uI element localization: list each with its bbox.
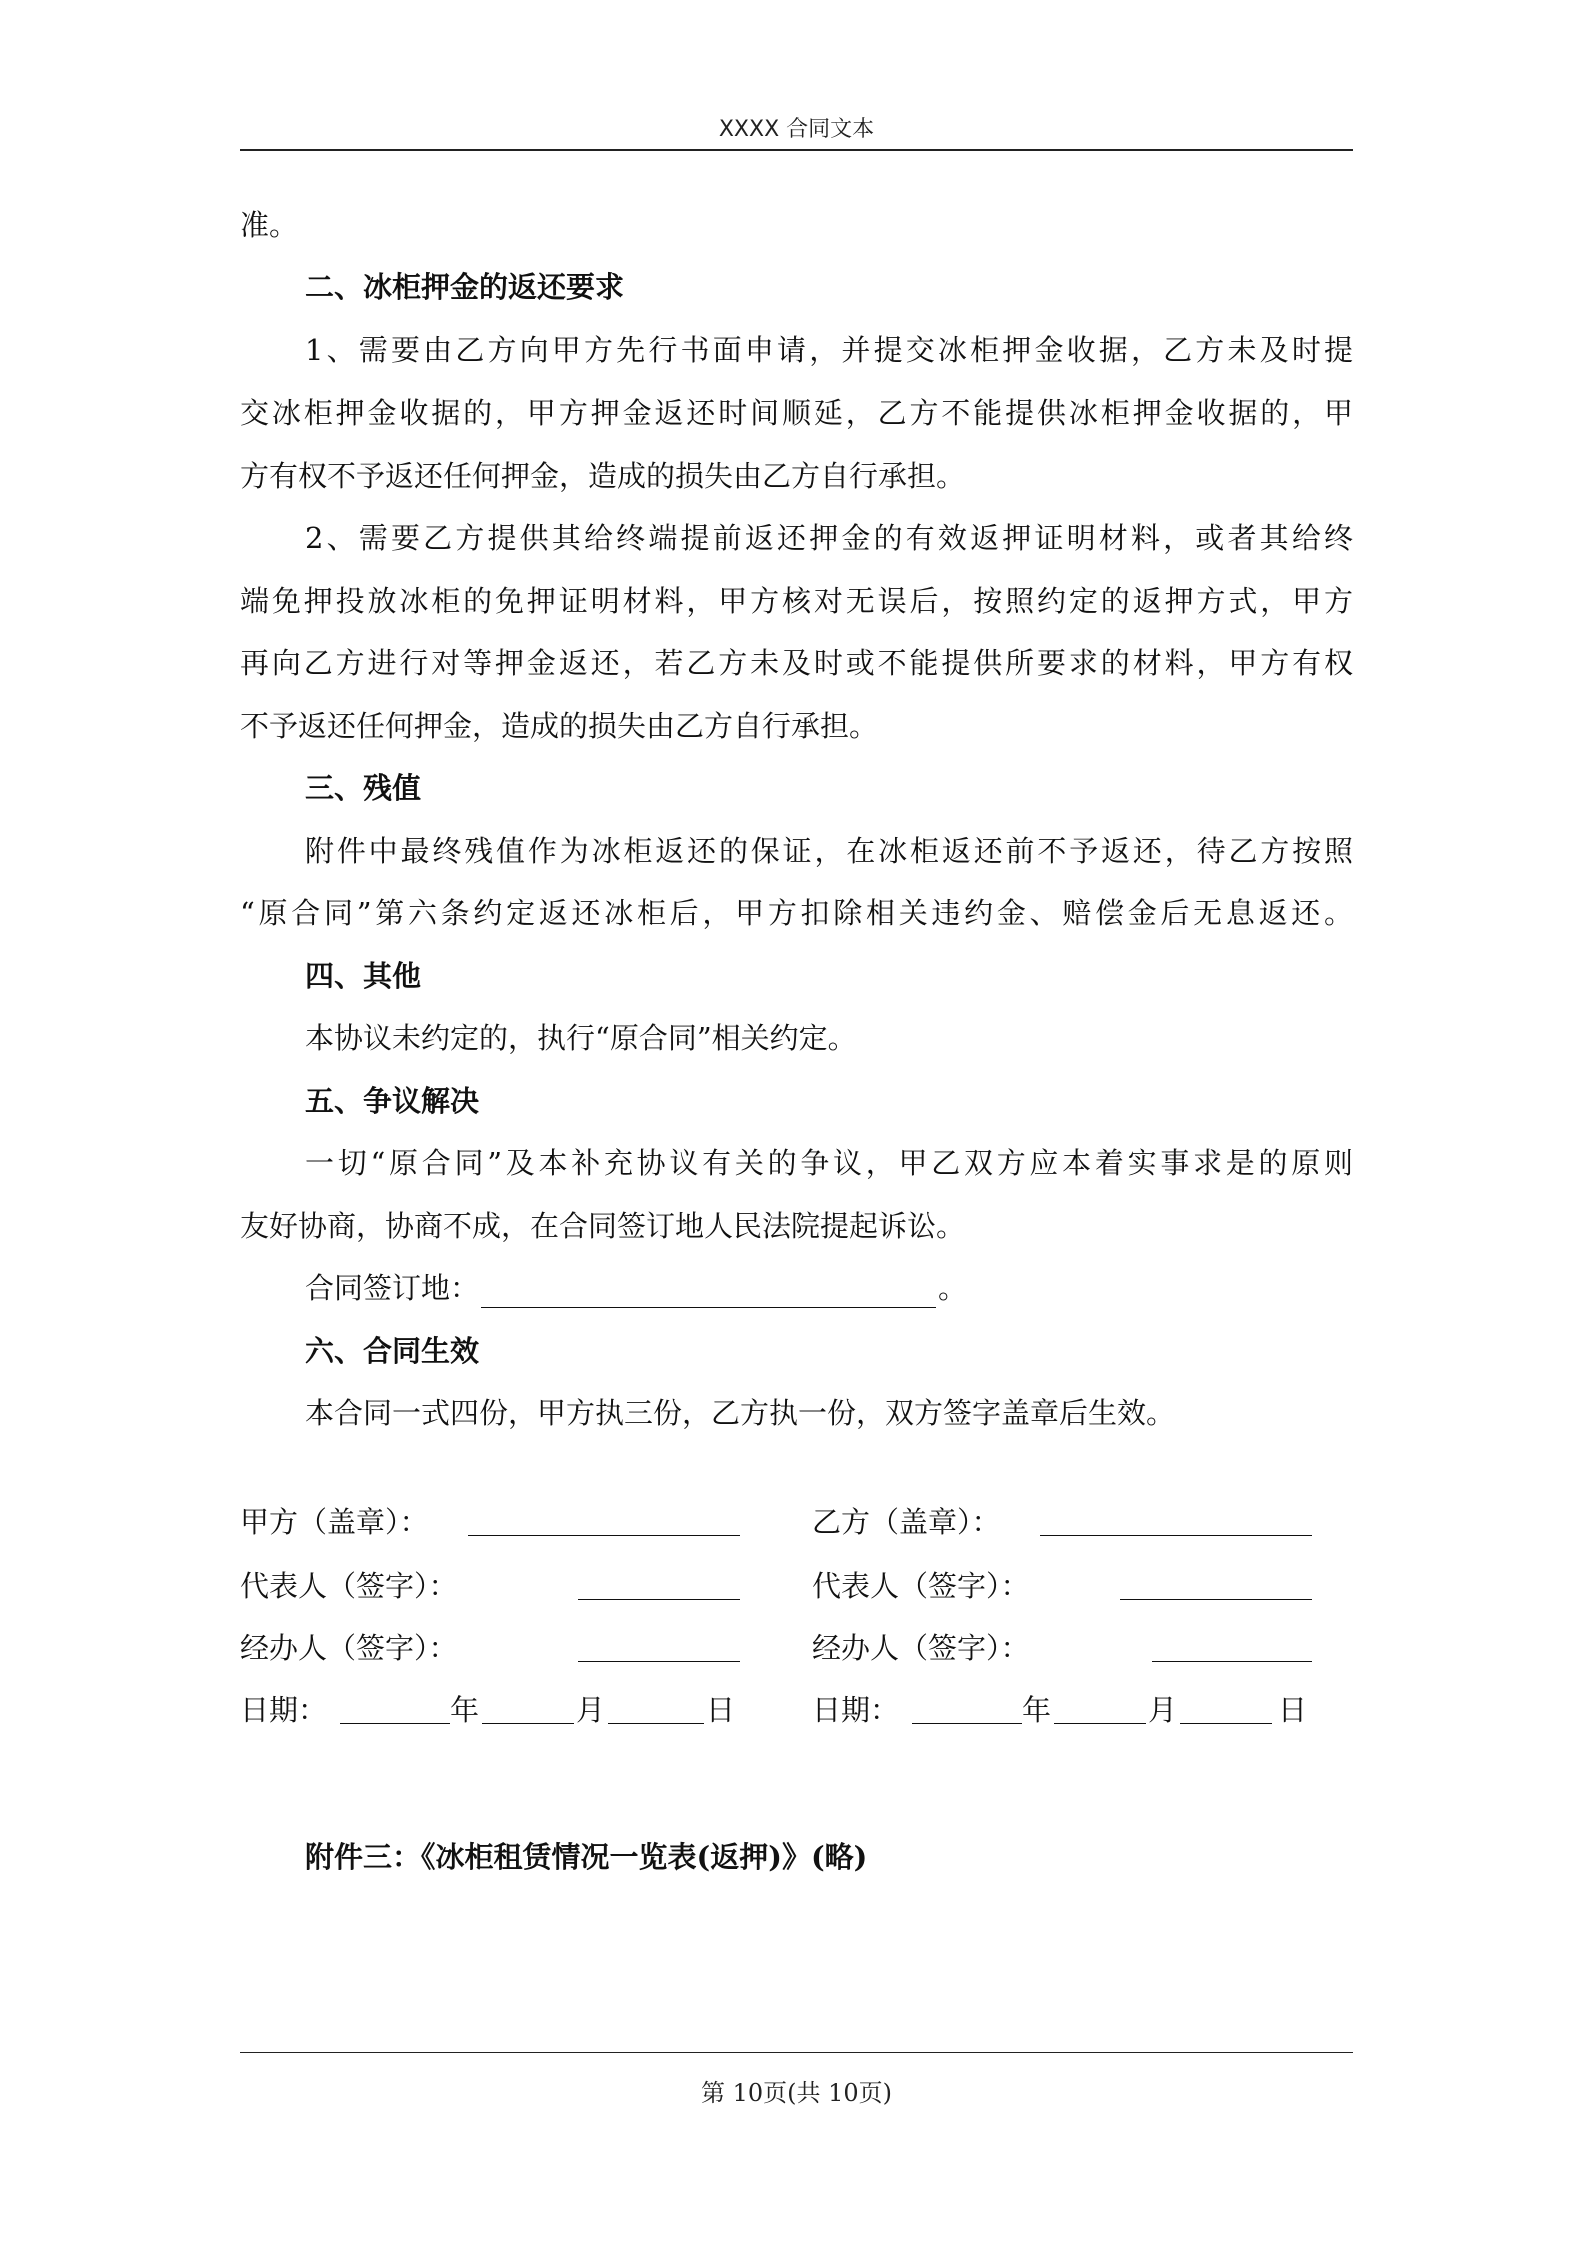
- sign-place-end: 。: [938, 1271, 968, 1305]
- party-a-month-label: 月: [576, 1693, 606, 1727]
- party-b-agent-blank[interactable]: [1152, 1631, 1312, 1662]
- party-a-year-label: 年: [450, 1693, 480, 1727]
- party-b-agent-row: [812, 1628, 1312, 1668]
- section-heading-6: 六、合同生效: [305, 1334, 480, 1368]
- party-a-agent-label: 经办人（签字）：: [240, 1631, 458, 1665]
- party-a-date-row: [240, 1690, 740, 1730]
- party-b-month-label: 月: [1148, 1693, 1178, 1727]
- section-heading-4: 四、其他: [305, 959, 422, 993]
- party-a-month-blank[interactable]: [482, 1693, 574, 1724]
- party-b-date-label: 日期：: [812, 1693, 900, 1727]
- s2-p2-line-3: 再向乙方进行对等押金返还，若乙方未及时或不能提供所要求的材料，甲方有权: [240, 646, 1353, 680]
- section-heading-5: 五、争议解决: [305, 1084, 480, 1118]
- s2-p2-line-1: 2、需要乙方提供其给终端提前返还押金的有效返押证明材料，或者其给终: [305, 521, 1353, 555]
- party-b-month-blank[interactable]: [1054, 1693, 1146, 1724]
- sign-place-label: 合同签订地：: [305, 1271, 480, 1305]
- party-a-rep-row: [240, 1566, 740, 1606]
- party-b-rep-blank[interactable]: [1120, 1569, 1312, 1600]
- party-a-seal-label: 甲方（盖章）：: [240, 1505, 429, 1539]
- footer-rule: [240, 2052, 1353, 2053]
- party-a-agent-blank[interactable]: [578, 1631, 740, 1662]
- party-a-rep-label: 代表人（签字）：: [240, 1569, 458, 1603]
- page-header-title: XXXX 合同文本: [718, 117, 875, 142]
- s3-line-1: 附件中最终残值作为冰柜返还的保证，在冰柜返还前不予返还，待乙方按照: [305, 834, 1353, 868]
- s4-line: 本协议未约定的，执行“原合同”相关约定。: [305, 1021, 857, 1055]
- continued-text: 准。: [240, 208, 299, 242]
- s6-line: 本合同一式四份，甲方执三份，乙方执一份，双方签字盖章后生效。: [305, 1396, 1176, 1430]
- section-heading-3: 三、残值: [305, 771, 422, 805]
- sign-place-blank[interactable]: [481, 1277, 936, 1308]
- attachment-title: 附件三：《冰柜租赁情况一览表(返押)》(略): [305, 1840, 868, 1874]
- s2-p1-line-3: 方有权不予返还任何押金，造成的损失由乙方自行承担。: [240, 459, 966, 493]
- s2-p1-line-1: 1、需要由乙方向甲方先行书面申请，并提交冰柜押金收据，乙方未及时提: [305, 333, 1353, 367]
- party-b-date-row: [812, 1690, 1312, 1730]
- party-a-seal-blank[interactable]: [468, 1505, 740, 1536]
- party-a-seal-row: [240, 1502, 740, 1542]
- s3-line-2: “原合同”第六条约定返还冰柜后，甲方扣除相关违约金、赔偿金后无息返还。: [240, 896, 1353, 930]
- party-a-agent-row: [240, 1628, 740, 1668]
- s2-p2-line-2: 端免押投放冰柜的免押证明材料，甲方核对无误后，按照约定的返押方式，甲方: [240, 584, 1353, 618]
- party-b-agent-label: 经办人（签字）：: [812, 1631, 1030, 1665]
- s2-p2-line-4: 不予返还任何押金，造成的损失由乙方自行承担。: [240, 709, 879, 743]
- party-b-rep-row: [812, 1566, 1312, 1606]
- s5-line-1: 一切“原合同”及本补充协议有关的争议，甲乙双方应本着实事求是的原则: [305, 1146, 1353, 1180]
- party-b-rep-label: 代表人（签字）：: [812, 1569, 1030, 1603]
- party-a-date-label: 日期：: [240, 1693, 328, 1727]
- party-b-year-blank[interactable]: [912, 1693, 1022, 1724]
- page-number: 第 10页(共 10页): [700, 2079, 893, 2107]
- s5-line-2: 友好协商，协商不成，在合同签订地人民法院提起诉讼。: [240, 1209, 966, 1243]
- party-a-day-label: 日: [706, 1693, 736, 1727]
- party-b-day-label: 日: [1278, 1693, 1308, 1727]
- party-b-seal-row: [812, 1502, 1312, 1542]
- party-b-seal-blank[interactable]: [1040, 1505, 1312, 1536]
- section-heading-2: 二、冰柜押金的返还要求: [305, 270, 625, 304]
- party-a-year-blank[interactable]: [340, 1693, 450, 1724]
- s2-p1-line-2: 交冰柜押金收据的，甲方押金返还时间顺延，乙方不能提供冰柜押金收据的，甲: [240, 396, 1353, 430]
- party-b-year-label: 年: [1022, 1693, 1052, 1727]
- party-a-rep-blank[interactable]: [578, 1569, 740, 1600]
- party-a-day-blank[interactable]: [608, 1693, 704, 1724]
- sign-place-row: [305, 1268, 1353, 1308]
- party-b-seal-label: 乙方（盖章）：: [812, 1505, 1001, 1539]
- header-rule: [240, 149, 1353, 151]
- party-b-day-blank[interactable]: [1180, 1693, 1272, 1724]
